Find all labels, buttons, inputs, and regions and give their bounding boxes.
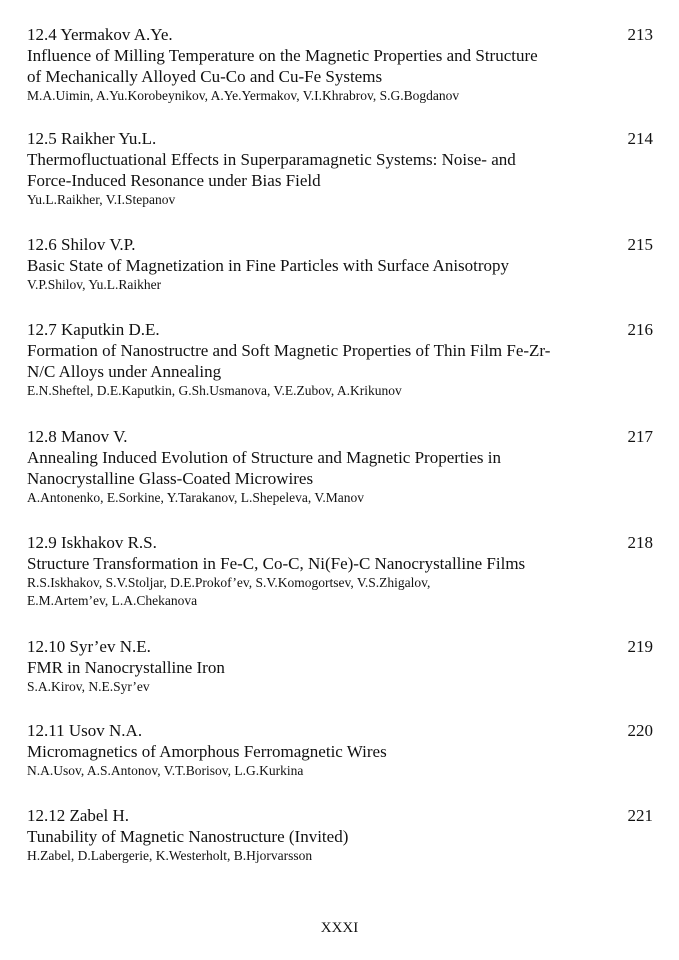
page-number: 221 — [627, 806, 653, 825]
entry-heading: 12.10 Syr’ev N.E. — [27, 637, 151, 656]
toc-entry — [27, 319, 653, 400]
entry-authors: V.P.Shilov, Yu.L.Raikher — [27, 277, 162, 292]
entry-title-line: FMR in Nanocrystalline Iron — [27, 658, 225, 677]
entry-title-line: Influence of Milling Temperature on the Magnetic Properties and Structure — [27, 46, 538, 65]
entry-title-line: Force-Induced Resonance under Bias Field — [27, 171, 321, 190]
page-number: 213 — [627, 25, 653, 44]
entry-title-line: Nanocrystalline Glass-Coated Microwires — [27, 469, 314, 488]
toc-entry — [27, 805, 653, 865]
entry-authors: A.Antonenko, E.Sorkine, Y.Tarakanov, L.Shepeleva, V.Manov — [27, 490, 364, 505]
entry-authors: N.A.Usov, A.S.Antonov, V.T.Borisov, L.G.Kurkina — [27, 763, 304, 778]
page-number: 214 — [627, 129, 653, 148]
entry-heading: 12.5 Raikher Yu.L. — [27, 129, 157, 148]
entry-authors: S.A.Kirov, N.E.Syr’ev — [27, 679, 150, 694]
entry-authors: Yu.L.Raikher, V.I.Stepanov — [27, 192, 176, 207]
entry-authors: R.S.Iskhakov, S.V.Stoljar, D.E.Prokof’ev, S.V.Komogortsev, V.S.Zhigalov, — [27, 575, 431, 590]
entry-heading: 12.7 Kaputkin D.E. — [27, 320, 160, 339]
toc-entry — [27, 720, 653, 780]
page-number: 215 — [627, 235, 653, 254]
page-footer-number: XXXI — [320, 920, 359, 936]
entry-title-line: Thermofluctuational Effects in Superparamagnetic Systems: Noise- and — [27, 150, 516, 169]
toc-entry — [27, 24, 653, 105]
entry-heading: 12.11 Usov N.A. — [27, 721, 143, 740]
entry-title-line: Micromagnetics of Amorphous Ferromagnetic Wires — [27, 742, 387, 761]
entry-heading: 12.12 Zabel H. — [27, 806, 129, 825]
entry-authors: E.M.Artem’ev, L.A.Chekanova — [27, 593, 198, 608]
entry-title-line: Formation of Nanostructre and Soft Magnetic Properties of Thin Film Fe-Zr- — [27, 341, 551, 360]
toc-entry — [27, 532, 653, 610]
entry-authors: E.N.Sheftel, D.E.Kaputkin, G.Sh.Usmanova, V.E.Zubov, A.Krikunov — [27, 383, 402, 398]
page-number: 217 — [627, 427, 653, 446]
entry-heading: 12.6 Shilov V.P. — [27, 235, 136, 254]
entry-heading: 12.9 Iskhakov R.S. — [27, 533, 157, 552]
toc-entry — [27, 426, 653, 507]
entry-title-line: Basic State of Magnetization in Fine Particles with Surface Anisotropy — [27, 256, 510, 275]
entry-title-line: of Mechanically Alloyed Cu-Co and Cu-Fe Systems — [27, 67, 383, 86]
page-number: 218 — [627, 533, 653, 552]
page-number: 220 — [627, 721, 653, 740]
entry-title-line: Structure Transformation in Fe-C, Co-C, Ni(Fe)-C Nanocrystalline Films — [27, 554, 526, 573]
toc-entry — [27, 128, 653, 209]
entry-title-line: Tunability of Magnetic Nanostructure (Invited) — [27, 827, 349, 846]
entry-authors: H.Zabel, D.Labergerie, K.Westerholt, B.Hjorvarsson — [27, 848, 313, 863]
entry-heading: 12.4 Yermakov A.Ye. — [27, 25, 173, 44]
page-number: 219 — [627, 637, 653, 656]
page-number: 216 — [627, 320, 653, 339]
toc-entry — [27, 234, 653, 294]
toc-entry — [27, 636, 653, 696]
entry-authors: M.A.Uimin, A.Yu.Korobeynikov, A.Ye.Yermakov, V.I.Khrabrov, S.G.Bogdanov — [27, 88, 460, 103]
entry-title-line: N/C Alloys under Annealing — [27, 362, 222, 381]
entry-heading: 12.8 Manov V. — [27, 427, 128, 446]
entry-title-line: Annealing Induced Evolution of Structure and Magnetic Properties in — [27, 448, 501, 467]
